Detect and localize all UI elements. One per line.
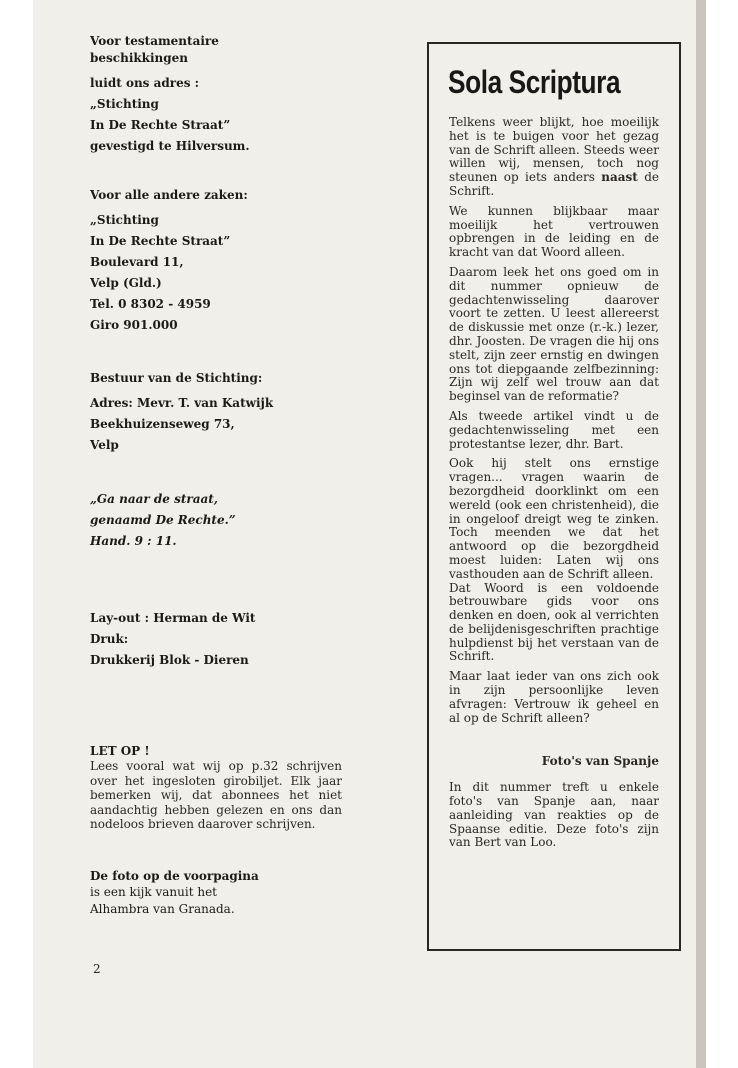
- heading-line: Voor testamentaire: [90, 34, 219, 48]
- testament-address: [90, 73, 352, 157]
- paragraph: Maar laat ieder van ons zich ook in zijn persoonlijke leven afvragen: Vertrouw ik geheel en al op de Schrift alleen?: [449, 669, 659, 725]
- address-line: Velp (Gld.): [90, 276, 162, 290]
- board-heading: Bestuur van de Stichting:: [90, 371, 263, 385]
- photo-line: is een kijk vanuit het: [90, 884, 217, 899]
- left-column: [90, 33, 352, 918]
- testament-heading: [90, 33, 352, 67]
- address-line: „Stichting: [90, 213, 159, 227]
- quote-line: genaamd De Rechte.”: [90, 513, 236, 527]
- address-line: In De Rechte Straat”: [90, 118, 231, 132]
- cover-photo-note: [90, 868, 352, 918]
- credit-line: Druk:: [90, 632, 129, 646]
- address-line: Giro 901.000: [90, 318, 178, 332]
- page-edge-shadow: [696, 0, 706, 1068]
- address-line: Tel. 0 8302 - 4959: [90, 297, 211, 311]
- paragraph: Ook hij stelt ons ernstige vragen... vragen waarin de bezorgdheid doorklinkt om een wereld (ook een christenheid), die in ongeloof dreigt weg te zinken. Toch meenden we dat het antwoord op die bezorgdheid moest luiden: Laten wij ons vasthouden aan de Schrift alleen.: [449, 456, 659, 581]
- credit-line: Lay-out : Herman de Wit: [90, 611, 256, 625]
- heading-line: beschikkingen: [90, 51, 189, 65]
- address-line: Adres: Mevr. T. van Katwijk: [90, 396, 274, 410]
- paragraph-text: de Schrift.: [449, 170, 660, 198]
- address-line: Boulevard 11,: [90, 255, 184, 269]
- paragraph-text: Telkens weer blijkt, hoe moeilijk het is te buigen voor het gezag van de Schrift alleen. Steeds weer willen wij, mensen, toch nog steunen op iets anders: [449, 115, 659, 185]
- notice-heading: LET OP !: [90, 744, 150, 758]
- address-line: Beekhuizenseweg 73,: [90, 417, 235, 431]
- spain-photos-heading: Foto's van Spanje: [541, 754, 659, 769]
- paragraph: [449, 116, 659, 199]
- photo-line: Alhambra van Granada.: [90, 901, 235, 916]
- paragraph: Dat Woord is een voldoende betrouwbare gids voor ons denken en doen, ook al verrichten de belijdenisgeschriften prachtige hulpdienst bij het verstaan van de Schrift.: [449, 580, 659, 664]
- editorial-text: [449, 116, 659, 856]
- quote-line: Hand. 9 : 11.: [90, 534, 177, 548]
- notice: [90, 744, 352, 832]
- address-line: gevestigd te Hilversum.: [90, 139, 250, 153]
- other-heading: Voor alle andere zaken:: [90, 188, 248, 202]
- bible-quote: [90, 489, 352, 552]
- address-line: Velp: [90, 438, 119, 452]
- notice-text: Lees vooral wat wij op p.32 schrijven over het ingesloten girobiljet. Elk jaar bemerken wij, dat abonnees het niet aandachtig hebben gelezen en ons dan nodeloos brieven daarover schrijven.: [90, 759, 342, 832]
- editorial-title: Sola Scriptura: [448, 64, 621, 100]
- paragraph: In dit nummer treft u enkele foto's van Spanje aan, naar aanleiding van reakties op de Spaanse editie. Deze foto's zijn van Bert van Loo.: [449, 780, 659, 850]
- paragraph: Daarom leek het ons goed om in dit nummer opnieuw de gedachtenwisseling daarover voort te zetten. U leest allereerst de diskussie met onze (r.-k.) lezer, dhr. Joosten. De vragen die hij ons stelt, zijn zeer ernstig en dwingen ons tot diepgaande zelfbezinning: Zijn wij zelf wel trouw aan dat beginsel van de reformatie?: [449, 264, 659, 404]
- other-address: [90, 210, 352, 336]
- credit-line: Drukkerij Blok - Dieren: [90, 653, 249, 667]
- address-line: luidt ons adres :: [90, 76, 200, 90]
- quote-line: „Ga naar de straat,: [90, 492, 218, 506]
- address-line: In De Rechte Straat”: [90, 234, 231, 248]
- paragraph: We kunnen blijkbaar maar moeilijk het vertrouwen opbrengen in de leiding en de kracht van dat Woord alleen.: [449, 203, 659, 260]
- paragraph: Als tweede artikel vindt u de gedachtenwisseling met een protestantse lezer, dhr. Bart.: [449, 408, 659, 451]
- board-address: [90, 393, 352, 456]
- emphasis-text: naast: [601, 170, 638, 185]
- page-number: 2: [93, 962, 101, 976]
- address-line: „Stichting: [90, 97, 159, 111]
- photo-heading: De foto op de voorpagina: [90, 868, 259, 883]
- credits: [90, 608, 352, 671]
